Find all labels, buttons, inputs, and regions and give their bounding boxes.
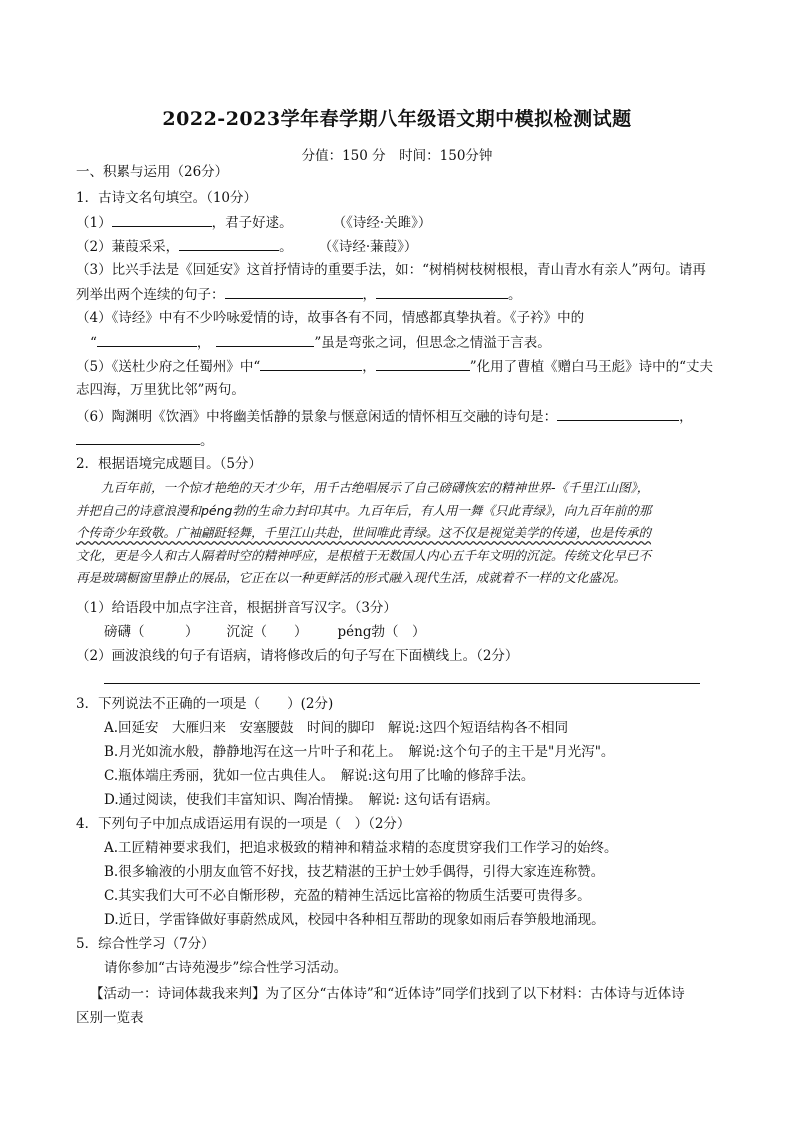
q1-item-5-line2: 志四海，万里犹比邻”两句。 xyxy=(76,382,245,398)
q4-option-c[interactable]: C.其实我们大可不必自惭形秽，充盈的精神生活远比富裕的物质生活要可贵得多。 xyxy=(104,888,591,904)
answer-blank[interactable] xyxy=(557,406,679,421)
passage-line: 文化，更是今人和古人隔着时空的精神呼应，是根植于无数国人内心五千年文明的沉淀。传统文化早已不 xyxy=(76,547,652,563)
q4-option-d[interactable]: D.近日，学雷锋做好事蔚然成风，校园中各种相互帮助的现象如雨后春笋般地涌现。 xyxy=(104,912,605,928)
answer-blank[interactable] xyxy=(376,284,508,299)
q2-sub-1: （1）给语段中加点字注音，根据拼音写汉字。（3分） xyxy=(76,600,397,616)
q1-item-6-line2: 。 xyxy=(76,430,214,451)
q3-option-b[interactable]: B.月光如流水般，静静地泻在这一片叶子和花上。 解说:这个句子的主干是"月光泻"。 xyxy=(104,744,615,760)
question-4-label: 4．下列句子中加点成语运用有误的一项是（ ）（2分） xyxy=(76,816,411,832)
answer-blank[interactable] xyxy=(260,356,362,371)
question-5-label: 5．综合性学习（7分） xyxy=(76,936,215,952)
answer-blank[interactable] xyxy=(76,430,200,445)
question-3-label: 3．下列说法不正确的一项是（ ）(2分) xyxy=(76,696,334,712)
q1-item-3-line1: （3）比兴手法是《回延安》这首抒情诗的重要手法，如：“树梢树枝树根根，青山青水有亲人”两句。请再 xyxy=(76,262,706,278)
question-2-label: 2．根据语境完成题目。（5分） xyxy=(76,456,262,472)
q1-item-1: （1） ，君子好逑。 （《诗经·关雎》） xyxy=(76,212,431,233)
q5-activity-line1: 【活动一：诗词体裁我来判】为了区分“古体诗”和“近体诗”同学们找到了以下材料：古体诗与近体诗 xyxy=(90,986,685,1002)
q2-sub-2: （2）画波浪线的句子有语病，请将修改后的句子写在下面横线上。（2分） xyxy=(76,648,519,664)
section-heading: 一、积累与运用（26分） xyxy=(76,164,229,180)
q3-option-a[interactable]: A.回延安 大雁归来 安塞腰鼓 时间的脚印 解说:这四个短语结构各不相同 xyxy=(104,720,569,736)
passage-line-wavy: 个传奇少年致敬。广袖翩跹轻舞，千里江山共赴，世间唯此青绿。这不仅是视觉美学的传递，也是传承的 xyxy=(76,525,652,540)
passage-line: 再是玻璃橱窗里静止的展品，它正在以一种更鲜活的形式融入现代生活，成就着不一样的文化盛况。 xyxy=(76,570,627,585)
q3-option-d[interactable]: D.通过阅读，使我们丰富知识、陶冶情操。 解说: 这句话有语病。 xyxy=(104,792,499,808)
q4-option-b[interactable]: B.很多输液的小朋友血管不好找，技艺精湛的王护士妙手偶得，引得大家连连称赞。 xyxy=(104,864,605,880)
answer-blank[interactable] xyxy=(225,284,363,299)
passage-line: 九百年前，一个惊才艳绝的天才少年，用千古绝唱展示了自己磅礴恢宏的精神世界-《千里江山图》， xyxy=(76,480,650,495)
q2-sub-1-items: 磅礴（ ） 沉淀（ ） péng勃（ ） xyxy=(104,624,426,640)
passage-line: 并把自己的诗意浪漫和péng勃的生命力封印其中。九百年后，有人用一舞《只此青绿》，向九百年前的那 xyxy=(76,502,652,518)
reading-passage xyxy=(76,477,716,590)
answer-blank[interactable] xyxy=(97,332,197,347)
q1-item-2: （2）蒹葭采采， 。 （《诗经·蒹葭》） xyxy=(76,236,417,257)
q4-option-a[interactable]: A.工匠精神要求我们，把追求极致的精神和精益求精的态度贯穿我们工作学习的始终。 xyxy=(104,840,618,856)
q5-activity-line2: 区别一览表 xyxy=(76,1010,144,1026)
q3-option-c[interactable]: C.瓶体端庄秀丽，犹如一位古典佳人。 解说:这句用了比喻的修辞手法。 xyxy=(104,768,535,784)
answer-blank[interactable] xyxy=(376,356,470,371)
q1-item-4-line1: （4）《诗经》中有不少吟咏爱情的诗，故事各有不同，情感都真挚执着。《子衿》中的 xyxy=(76,310,585,326)
answer-blank[interactable] xyxy=(216,332,314,347)
q1-item-4-line2: “ ， ”虽是弯张之词，但思念之情溢于言表。 xyxy=(76,332,551,353)
q5-intro: 请你参加“古诗苑漫步”综合性学习活动。 xyxy=(104,960,348,976)
page-title: 2022-2023学年春学期八年级语文期中模拟检测试题 xyxy=(162,108,632,130)
answer-blank[interactable] xyxy=(179,236,279,251)
q1-item-6-line1: （6）陶渊明《饮酒》中将幽美恬静的景象与惬意闲适的情怀相互交融的诗句是： ， xyxy=(76,406,693,427)
q1-item-3-line2: 列举出两个连续的句子： ， 。 xyxy=(76,284,522,305)
score-time-info: 分值：150 分 时间：150分钟 xyxy=(301,148,493,164)
answer-blank[interactable] xyxy=(112,212,212,227)
question-1-label: 1．古诗文名句填空。（10分） xyxy=(76,190,258,206)
answer-line[interactable] xyxy=(104,683,700,684)
q1-item-5-line1: （5）《送杜少府之任蜀州》中“ ， ”化用了曹植《赠白马王彪》诗中的“丈夫 xyxy=(76,356,713,377)
